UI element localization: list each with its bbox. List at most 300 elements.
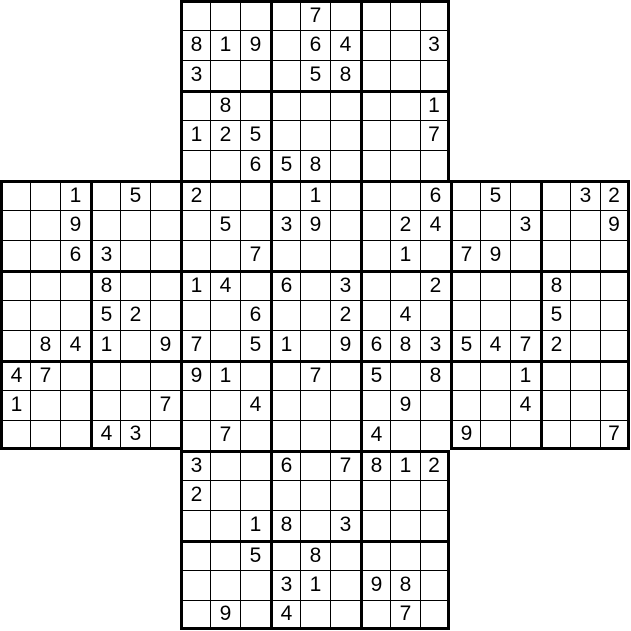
sudoku-cell-r6c16[interactable] [480,180,510,210]
sudoku-cell-r20c10[interactable] [300,600,330,630]
sudoku-cell-r11c11[interactable] [330,330,360,360]
sudoku-cell-r9c7[interactable] [210,270,240,300]
sudoku-cell-r10c8[interactable] [240,300,270,330]
sudoku-cell-r7c19[interactable] [570,210,600,240]
sudoku-cell-r3c12[interactable] [360,90,390,120]
sudoku-cell-r12c6[interactable] [180,360,210,390]
sudoku-cell-r14c7[interactable] [210,420,240,450]
sudoku-cell-r18c8[interactable] [240,540,270,570]
sudoku-cell-r2c10[interactable] [300,60,330,90]
sudoku-cell-r20c14[interactable] [420,600,450,630]
sudoku-cell-r11c5[interactable] [150,330,180,360]
sudoku-cell-r13c2[interactable] [60,390,90,420]
sudoku-cell-r12c2[interactable] [60,360,90,390]
sudoku-cell-r16c13[interactable] [390,480,420,510]
sudoku-cell-r5c12[interactable] [360,150,390,180]
sudoku-cell-r10c12[interactable] [360,300,390,330]
sudoku-cell-r8c14[interactable] [420,240,450,270]
sudoku-cell-r4c6[interactable] [180,120,210,150]
sudoku-cell-r3c10[interactable] [300,90,330,120]
sudoku-cell-r7c20[interactable] [600,210,630,240]
sudoku-cell-r0c13[interactable] [390,0,420,30]
sudoku-cell-r11c19[interactable] [570,330,600,360]
sudoku-cell-r12c16[interactable] [480,360,510,390]
sudoku-cell-r4c12[interactable] [360,120,390,150]
sudoku-cell-r12c18[interactable] [540,360,570,390]
sudoku-cell-r15c10[interactable] [300,450,330,480]
sudoku-cell-r12c15[interactable] [450,360,480,390]
sudoku-cell-r6c5[interactable] [150,180,180,210]
sudoku-cell-r12c11[interactable] [330,360,360,390]
sudoku-cell-r11c7[interactable] [210,330,240,360]
sudoku-cell-r7c9[interactable] [270,210,300,240]
sudoku-cell-r20c7[interactable] [210,600,240,630]
sudoku-cell-r8c12[interactable] [360,240,390,270]
sudoku-cell-r12c3[interactable] [90,360,120,390]
sudoku-cell-r14c17[interactable] [510,420,540,450]
sudoku-cell-r10c18[interactable] [540,300,570,330]
sudoku-cell-r16c12[interactable] [360,480,390,510]
sudoku-cell-r3c14[interactable] [420,90,450,120]
sudoku-cell-r7c16[interactable] [480,210,510,240]
sudoku-cell-r15c12[interactable] [360,450,390,480]
sudoku-cell-r1c12[interactable] [360,30,390,60]
sudoku-cell-r12c17[interactable] [510,360,540,390]
sudoku-cell-r11c18[interactable] [540,330,570,360]
sudoku-cell-r4c13[interactable] [390,120,420,150]
sudoku-cell-r17c10[interactable] [300,510,330,540]
sudoku-cell-r8c7[interactable] [210,240,240,270]
sudoku-cell-r16c7[interactable] [210,480,240,510]
sudoku-cell-r5c10[interactable] [300,150,330,180]
sudoku-cell-r14c18[interactable] [540,420,570,450]
sudoku-cell-r13c11[interactable] [330,390,360,420]
sudoku-cell-r12c13[interactable] [390,360,420,390]
sudoku-cell-r8c6[interactable] [180,240,210,270]
sudoku-cell-r0c10[interactable] [300,0,330,30]
sudoku-cell-r12c5[interactable] [150,360,180,390]
sudoku-cell-r9c8[interactable] [240,270,270,300]
sudoku-cell-r4c14[interactable] [420,120,450,150]
sudoku-cell-r11c16[interactable] [480,330,510,360]
sudoku-cell-r9c5[interactable] [150,270,180,300]
sudoku-cell-r7c3[interactable] [90,210,120,240]
sudoku-cell-r7c4[interactable] [120,210,150,240]
sudoku-cell-r17c11[interactable] [330,510,360,540]
sudoku-cell-r9c17[interactable] [510,270,540,300]
sudoku-cell-r9c13[interactable] [390,270,420,300]
sudoku-cell-r1c7[interactable] [210,30,240,60]
sudoku-cell-r14c9[interactable] [270,420,300,450]
sudoku-cell-r3c13[interactable] [390,90,420,120]
sudoku-cell-r15c8[interactable] [240,450,270,480]
sudoku-cell-r13c6[interactable] [180,390,210,420]
sudoku-cell-r11c6[interactable] [180,330,210,360]
sudoku-cell-r4c8[interactable] [240,120,270,150]
sudoku-cell-r10c6[interactable] [180,300,210,330]
sudoku-cell-r7c0[interactable] [0,210,30,240]
sudoku-cell-r17c7[interactable] [210,510,240,540]
sudoku-cell-r0c6[interactable] [180,0,210,30]
sudoku-cell-r12c10[interactable] [300,360,330,390]
sudoku-cell-r6c13[interactable] [390,180,420,210]
sudoku-cell-r18c9[interactable] [270,540,300,570]
sudoku-cell-r11c9[interactable] [270,330,300,360]
sudoku-cell-r10c10[interactable] [300,300,330,330]
sudoku-cell-r8c13[interactable] [390,240,420,270]
sudoku-cell-r13c10[interactable] [300,390,330,420]
sudoku-cell-r18c10[interactable] [300,540,330,570]
sudoku-cell-r20c13[interactable] [390,600,420,630]
sudoku-cell-r3c9[interactable] [270,90,300,120]
sudoku-cell-r7c5[interactable] [150,210,180,240]
sudoku-cell-r10c1[interactable] [30,300,60,330]
sudoku-cell-r9c18[interactable] [540,270,570,300]
sudoku-cell-r11c12[interactable] [360,330,390,360]
sudoku-cell-r9c12[interactable] [360,270,390,300]
sudoku-cell-r8c0[interactable] [0,240,30,270]
sudoku-cell-r10c13[interactable] [390,300,420,330]
sudoku-cell-r13c7[interactable] [210,390,240,420]
sudoku-cell-r5c7[interactable] [210,150,240,180]
sudoku-cell-r8c8[interactable] [240,240,270,270]
sudoku-cell-r18c12[interactable] [360,540,390,570]
sudoku-cell-r14c2[interactable] [60,420,90,450]
sudoku-cell-r10c2[interactable] [60,300,90,330]
sudoku-cell-r14c6[interactable] [180,420,210,450]
sudoku-cell-r9c0[interactable] [0,270,30,300]
sudoku-cell-r16c9[interactable] [270,480,300,510]
sudoku-cell-r7c14[interactable] [420,210,450,240]
sudoku-cell-r10c20[interactable] [600,300,630,330]
sudoku-cell-r7c2[interactable] [60,210,90,240]
sudoku-cell-r3c11[interactable] [330,90,360,120]
sudoku-cell-r5c11[interactable] [330,150,360,180]
sudoku-cell-r17c6[interactable] [180,510,210,540]
sudoku-cell-r7c8[interactable] [240,210,270,240]
sudoku-cell-r15c7[interactable] [210,450,240,480]
sudoku-cell-r12c20[interactable] [600,360,630,390]
sudoku-cell-r19c7[interactable] [210,570,240,600]
sudoku-cell-r1c14[interactable] [420,30,450,60]
sudoku-cell-r4c10[interactable] [300,120,330,150]
sudoku-cell-r2c6[interactable] [180,60,210,90]
sudoku-cell-r17c14[interactable] [420,510,450,540]
sudoku-cell-r8c11[interactable] [330,240,360,270]
sudoku-cell-r13c13[interactable] [390,390,420,420]
sudoku-cell-r5c14[interactable] [420,150,450,180]
sudoku-cell-r0c8[interactable] [240,0,270,30]
sudoku-cell-r12c19[interactable] [570,360,600,390]
sudoku-cell-r14c11[interactable] [330,420,360,450]
sudoku-cell-r11c15[interactable] [450,330,480,360]
sudoku-cell-r11c10[interactable] [300,330,330,360]
sudoku-cell-r6c15[interactable] [450,180,480,210]
sudoku-cell-r7c13[interactable] [390,210,420,240]
empty-space [0,0,30,30]
sudoku-cell-r3c6[interactable] [180,90,210,120]
sudoku-cell-r10c19[interactable] [570,300,600,330]
sudoku-cell-r8c2[interactable] [60,240,90,270]
sudoku-cell-r1c13[interactable] [390,30,420,60]
sudoku-cell-r10c14[interactable] [420,300,450,330]
sudoku-cell-r8c10[interactable] [300,240,330,270]
sudoku-cell-r9c10[interactable] [300,270,330,300]
sudoku-cell-r6c9[interactable] [270,180,300,210]
sudoku-cell-r10c7[interactable] [210,300,240,330]
sudoku-cell-r6c17[interactable] [510,180,540,210]
sudoku-cell-r1c6[interactable] [180,30,210,60]
sudoku-cell-r11c14[interactable] [420,330,450,360]
sudoku-cell-r19c12[interactable] [360,570,390,600]
sudoku-cell-r12c1[interactable] [30,360,60,390]
sudoku-cell-r7c17[interactable] [510,210,540,240]
sudoku-cell-r8c18[interactable] [540,240,570,270]
sudoku-cell-r11c3[interactable] [90,330,120,360]
sudoku-cell-r10c9[interactable] [270,300,300,330]
empty-space [90,480,120,510]
sudoku-cell-r17c9[interactable] [270,510,300,540]
sudoku-cell-r13c17[interactable] [510,390,540,420]
sudoku-cell-r17c12[interactable] [360,510,390,540]
sudoku-cell-r12c4[interactable] [120,360,150,390]
sudoku-cell-r12c8[interactable] [240,360,270,390]
sudoku-cell-r7c6[interactable] [180,210,210,240]
sudoku-cell-r5c13[interactable] [390,150,420,180]
sudoku-cell-r6c2[interactable] [60,180,90,210]
sudoku-cell-r6c4[interactable] [120,180,150,210]
sudoku-cell-r12c7[interactable] [210,360,240,390]
sudoku-cell-r4c9[interactable] [270,120,300,150]
sudoku-cell-r11c20[interactable] [600,330,630,360]
sudoku-cell-r12c14[interactable] [420,360,450,390]
sudoku-cell-r6c14[interactable] [420,180,450,210]
sudoku-cell-r11c1[interactable] [30,330,60,360]
sudoku-cell-r19c6[interactable] [180,570,210,600]
sudoku-cell-r20c8[interactable] [240,600,270,630]
sudoku-cell-r18c6[interactable] [180,540,210,570]
sudoku-cell-r8c20[interactable] [600,240,630,270]
sudoku-cell-r13c18[interactable] [540,390,570,420]
sudoku-cell-r4c11[interactable] [330,120,360,150]
sudoku-cell-r16c6[interactable] [180,480,210,510]
sudoku-cell-r16c8[interactable] [240,480,270,510]
sudoku-cell-r14c13[interactable] [390,420,420,450]
sudoku-cell-r13c1[interactable] [30,390,60,420]
sudoku-cell-r13c5[interactable] [150,390,180,420]
sudoku-cell-r11c8[interactable] [240,330,270,360]
sudoku-cell-r6c12[interactable] [360,180,390,210]
sudoku-cell-r13c16[interactable] [480,390,510,420]
sudoku-cell-r0c12[interactable] [360,0,390,30]
sudoku-cell-r6c11[interactable] [330,180,360,210]
sudoku-cell-r16c11[interactable] [330,480,360,510]
sudoku-cell-r15c13[interactable] [390,450,420,480]
sudoku-cell-r9c20[interactable] [600,270,630,300]
sudoku-cell-r8c4[interactable] [120,240,150,270]
sudoku-cell-r13c0[interactable] [0,390,30,420]
sudoku-cell-r6c1[interactable] [30,180,60,210]
sudoku-cell-r19c9[interactable] [270,570,300,600]
sudoku-cell-r15c14[interactable] [420,450,450,480]
sudoku-cell-r13c20[interactable] [600,390,630,420]
sudoku-cell-r8c1[interactable] [30,240,60,270]
sudoku-cell-r14c1[interactable] [30,420,60,450]
sudoku-cell-r19c8[interactable] [240,570,270,600]
sudoku-cell-r5c8[interactable] [240,150,270,180]
sudoku-cell-r18c11[interactable] [330,540,360,570]
sudoku-cell-r14c10[interactable] [300,420,330,450]
sudoku-cell-r11c0[interactable] [0,330,30,360]
sudoku-cell-r2c8[interactable] [240,60,270,90]
sudoku-cell-r2c12[interactable] [360,60,390,90]
sudoku-cell-r9c4[interactable] [120,270,150,300]
sudoku-cell-r7c7[interactable] [210,210,240,240]
sudoku-cell-r7c10[interactable] [300,210,330,240]
sudoku-cell-r15c6[interactable] [180,450,210,480]
sudoku-cell-r14c19[interactable] [570,420,600,450]
sudoku-cell-r16c10[interactable] [300,480,330,510]
sudoku-cell-r2c7[interactable] [210,60,240,90]
sudoku-cell-r19c11[interactable] [330,570,360,600]
sudoku-cell-r13c8[interactable] [240,390,270,420]
sudoku-cell-r13c3[interactable] [90,390,120,420]
sudoku-cell-r13c14[interactable] [420,390,450,420]
sudoku-cell-r11c2[interactable] [60,330,90,360]
sudoku-cell-r6c3[interactable] [90,180,120,210]
sudoku-cell-r2c14[interactable] [420,60,450,90]
sudoku-cell-r10c3[interactable] [90,300,120,330]
sudoku-cell-r10c16[interactable] [480,300,510,330]
sudoku-cell-r13c9[interactable] [270,390,300,420]
sudoku-cell-r6c6[interactable] [180,180,210,210]
sudoku-cell-r10c4[interactable] [120,300,150,330]
sudoku-cell-r2c9[interactable] [270,60,300,90]
sudoku-cell-r12c12[interactable] [360,360,390,390]
sudoku-cell-r12c0[interactable] [0,360,30,390]
sudoku-cell-r11c4[interactable] [120,330,150,360]
sudoku-cell-r9c11[interactable] [330,270,360,300]
sudoku-cell-r0c9[interactable] [270,0,300,30]
sudoku-cell-r20c12[interactable] [360,600,390,630]
sudoku-cell-r15c11[interactable] [330,450,360,480]
sudoku-cell-r0c11[interactable] [330,0,360,30]
sudoku-cell-r9c19[interactable] [570,270,600,300]
sudoku-cell-r14c14[interactable] [420,420,450,450]
sudoku-cell-r6c18[interactable] [540,180,570,210]
sudoku-cell-r12c9[interactable] [270,360,300,390]
sudoku-cell-r14c15[interactable] [450,420,480,450]
sudoku-cell-r7c12[interactable] [360,210,390,240]
sudoku-cell-r20c6[interactable] [180,600,210,630]
sudoku-cell-r6c20[interactable] [600,180,630,210]
sudoku-cell-r9c9[interactable] [270,270,300,300]
sudoku-cell-r11c13[interactable] [390,330,420,360]
sudoku-cell-r9c16[interactable] [480,270,510,300]
sudoku-cell-r8c5[interactable] [150,240,180,270]
sudoku-cell-r9c3[interactable] [90,270,120,300]
sudoku-cell-r19c10[interactable] [300,570,330,600]
sudoku-cell-r8c19[interactable] [570,240,600,270]
sudoku-cell-r6c19[interactable] [570,180,600,210]
sudoku-cell-r15c9[interactable] [270,450,300,480]
sudoku-cell-r9c14[interactable] [420,270,450,300]
sudoku-cell-r18c7[interactable] [210,540,240,570]
sudoku-cell-r6c10[interactable] [300,180,330,210]
sudoku-cell-r9c2[interactable] [60,270,90,300]
sudoku-cell-r13c19[interactable] [570,390,600,420]
sudoku-cell-r14c20[interactable] [600,420,630,450]
sudoku-cell-r8c9[interactable] [270,240,300,270]
sudoku-cell-r7c18[interactable] [540,210,570,240]
sudoku-cell-r14c0[interactable] [0,420,30,450]
sudoku-cell-r2c13[interactable] [390,60,420,90]
sudoku-cell-r6c0[interactable] [0,180,30,210]
sudoku-cell-r10c15[interactable] [450,300,480,330]
sudoku-cell-r3c8[interactable] [240,90,270,120]
sudoku-cell-r1c8[interactable] [240,30,270,60]
sudoku-cell-r5c6[interactable] [180,150,210,180]
sudoku-cell-r0c7[interactable] [210,0,240,30]
sudoku-cell-r2c11[interactable] [330,60,360,90]
sudoku-cell-r6c7[interactable] [210,180,240,210]
sudoku-cell-r14c8[interactable] [240,420,270,450]
sudoku-cell-r1c11[interactable] [330,30,360,60]
sudoku-cell-r9c15[interactable] [450,270,480,300]
sudoku-cell-r4c7[interactable] [210,120,240,150]
sudoku-cell-r1c10[interactable] [300,30,330,60]
sudoku-cell-r16c14[interactable] [420,480,450,510]
sudoku-cell-r10c11[interactable] [330,300,360,330]
sudoku-cell-r8c17[interactable] [510,240,540,270]
sudoku-cell-r18c13[interactable] [390,540,420,570]
sudoku-cell-r10c5[interactable] [150,300,180,330]
sudoku-cell-r13c12[interactable] [360,390,390,420]
sudoku-cell-r10c17[interactable] [510,300,540,330]
sudoku-cell-r18c14[interactable] [420,540,450,570]
sudoku-cell-r0c14[interactable] [420,0,450,30]
sudoku-cell-r17c13[interactable] [390,510,420,540]
sudoku-cell-r14c4[interactable] [120,420,150,450]
sudoku-cell-r20c11[interactable] [330,600,360,630]
sudoku-cell-r10c0[interactable] [0,300,30,330]
sudoku-cell-r8c16[interactable] [480,240,510,270]
sudoku-cell-r11c17[interactable] [510,330,540,360]
sudoku-cell-r3c7[interactable] [210,90,240,120]
sudoku-cell-r5c9[interactable] [270,150,300,180]
sudoku-cell-r7c11[interactable] [330,210,360,240]
sudoku-cell-r9c6[interactable] [180,270,210,300]
sudoku-cell-r6c8[interactable] [240,180,270,210]
sudoku-cell-r19c13[interactable] [390,570,420,600]
sudoku-cell-r14c16[interactable] [480,420,510,450]
sudoku-cell-r8c15[interactable] [450,240,480,270]
sudoku-cell-r13c15[interactable] [450,390,480,420]
sudoku-cell-r14c3[interactable] [90,420,120,450]
sudoku-cell-r7c1[interactable] [30,210,60,240]
sudoku-cell-r9c1[interactable] [30,270,60,300]
sudoku-cell-r20c9[interactable] [270,600,300,630]
sudoku-cell-r8c3[interactable] [90,240,120,270]
sudoku-cell-r7c15[interactable] [450,210,480,240]
sudoku-cell-r14c12[interactable] [360,420,390,450]
sudoku-cell-r17c8[interactable] [240,510,270,540]
empty-space [510,0,540,30]
sudoku-cell-r1c9[interactable] [270,30,300,60]
sudoku-cell-r19c14[interactable] [420,570,450,600]
sudoku-cell-r13c4[interactable] [120,390,150,420]
sudoku-cell-r14c5[interactable] [150,420,180,450]
